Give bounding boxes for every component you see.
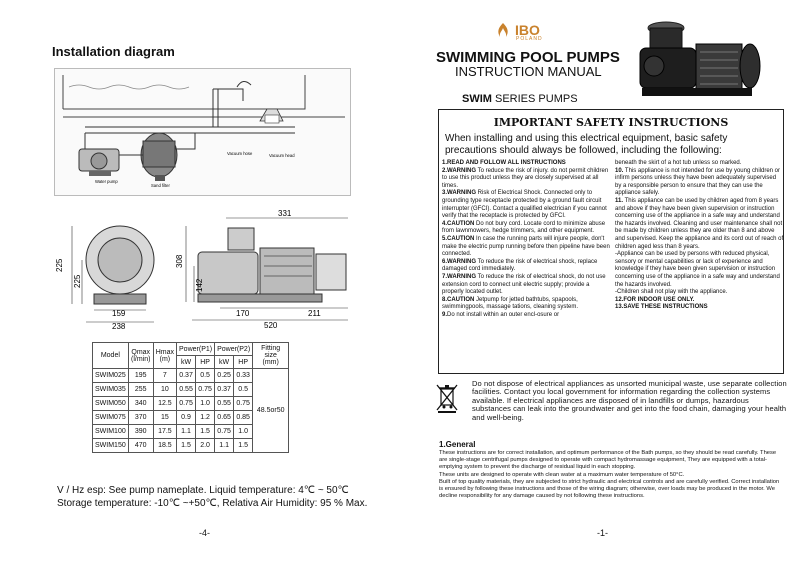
cell: 1.2 <box>196 411 215 425</box>
list-item: 8.CAUTION Jetpump for jetted bathtubs, spapools, swimmingpools, massage tations, cleaning system. <box>442 296 579 311</box>
manual-subtitle: INSTRUCTION MANUAL <box>455 64 602 79</box>
col-p1-kw: kW <box>177 356 196 369</box>
cell: SWIM075 <box>93 411 129 425</box>
cell: 0.75 <box>215 425 234 439</box>
list-item: beneath the skirt of a hot tub unless so marked. <box>615 160 742 166</box>
list-item: 11. This appliance can be used by children aged from 8 years and above if they have been given supervision or instruction concerning use of the appliance in a safe way and understand the hazards involved. Cleaning and user maintenance shall not be made by children unless they are older than 8 and above and supervised. Keep the appliance and its cord out of reach of children aged less than 8 years. <box>615 197 784 250</box>
cell: 1.5 <box>196 425 215 439</box>
label-water-pump: Water pump <box>95 179 118 184</box>
cell: 15 <box>153 411 176 425</box>
cell: 0.37 <box>215 383 234 397</box>
cell: 18.5 <box>153 439 176 453</box>
dim-308: 308 <box>175 254 184 268</box>
cell: 0.65 <box>215 411 234 425</box>
cell: 0.5 <box>196 369 215 383</box>
cell: 0.5 <box>234 383 253 397</box>
cell: 195 <box>128 369 153 383</box>
list-item: 4.CAUTION Do not bury cord. Locate cord to minimize abuse from lawnmowers, hedge trimmers, and other equipment. <box>442 220 606 235</box>
dim-211: 211 <box>308 309 321 318</box>
dim-238: 238 <box>112 322 126 330</box>
col-fitting: Fitting size (mm) <box>253 343 289 369</box>
pump-dimension-drawing <box>50 206 370 330</box>
cell: 0.55 <box>215 397 234 411</box>
cell: 0.9 <box>177 411 196 425</box>
cell: SWIM100 <box>93 425 129 439</box>
dim-142: 142 <box>195 278 204 292</box>
cell: 1.0 <box>196 397 215 411</box>
cell: 0.37 <box>177 369 196 383</box>
cell: 470 <box>128 439 153 453</box>
cell: 7 <box>153 369 176 383</box>
dim-225-front: 225 <box>73 274 82 288</box>
list-item: 13.SAVE THESE INSTRUCTIONS <box>615 304 708 311</box>
list-item: 3.WARNING Risk of Electrical Shock. Connected only to grounding type receptacle protected by a ground fault circuit interrupter (GFCI). Contact a qualified electrician if you cannot verify that the receptacle is protected by GFCI. <box>442 190 607 220</box>
dim-170: 170 <box>236 309 250 318</box>
fitting-size-value: 48.5or50 <box>253 369 289 453</box>
label-vacuum-head: Vacuum head <box>269 153 295 158</box>
cell: 0.75 <box>177 397 196 411</box>
cell: 0.75 <box>196 383 215 397</box>
col-power-p2: Power(P2) <box>215 343 253 356</box>
safety-col-right <box>615 160 784 319</box>
cell: 370 <box>128 411 153 425</box>
dim-331: 225 <box>55 258 64 272</box>
cell: SWIM035 <box>93 383 129 397</box>
cell: SWIM050 <box>93 397 129 411</box>
col-p2-kw: kW <box>215 356 234 369</box>
col-p2-hp: HP <box>234 356 253 369</box>
col-hmax: Hmax (m) <box>153 343 176 369</box>
ibo-logo <box>494 22 543 42</box>
cell: 1.1 <box>177 425 196 439</box>
col-p1-hp: HP <box>196 356 215 369</box>
page-number-left: -4- <box>199 528 210 538</box>
crossed-bin-icon <box>436 383 458 413</box>
cell: 17.5 <box>153 425 176 439</box>
col-qmax: Qmax (l/min) <box>128 343 153 369</box>
logo-subtext: POLAND <box>516 36 543 42</box>
pump-photo <box>632 14 788 106</box>
cell: 0.85 <box>234 411 253 425</box>
page-number-right: -1- <box>597 528 608 538</box>
spec-footer-line1: V / Hz esp: See pump nameplate. Liquid temperature: 4℃ ~ 50℃ <box>57 485 349 496</box>
cell: 0.75 <box>234 397 253 411</box>
cell: 0.33 <box>234 369 253 383</box>
cell: SWIM025 <box>93 369 129 383</box>
cell: 1.5 <box>234 439 253 453</box>
list-item: 9.Do not install within an outer encl-osure or <box>442 311 560 318</box>
list-item: 12.FOR INDOOR USE ONLY. <box>615 296 695 303</box>
label-vacuum-hose: Vacuum hose <box>227 151 253 156</box>
dim-225-top: 331 <box>278 209 292 218</box>
general-text <box>439 450 785 500</box>
cell: 255 <box>128 383 153 397</box>
cell: 1.1 <box>215 439 234 453</box>
cell: 1.0 <box>234 425 253 439</box>
installation-diagram <box>54 68 351 196</box>
spec-footer-line2: Storage temperature: -10℃ ~+50℃, Relativa Air Humidity: 95 % Max. <box>57 498 368 509</box>
installation-diagram-drawing <box>55 69 352 197</box>
list-item: 1.READ AND FOLLOW ALL INSTRUCTIONS <box>442 160 566 166</box>
cell: 0.25 <box>215 369 234 383</box>
list-item: 7.WARNING To reduce the risk of electrical shock, do not use extension cord to connect unit electric supply; provide a properly located outlet. <box>442 273 606 296</box>
list-item: 6.WARNING To reduce the risk of electrical shock, replace damaged cord immediately. <box>442 258 598 273</box>
safety-col-left <box>442 160 611 319</box>
cell: SWIM150 <box>93 439 129 453</box>
dim-159: 159 <box>112 309 126 318</box>
cell: 390 <box>128 425 153 439</box>
general-paragraph: These instructions are for correct installation, and optimum performance of the Bath pumps, so they should be read carefully. These are single-stage centrifugal pumps designed to operate with compact hydromassage equipment, They are equipped with a total-emptying system to prevent the discharge of residual liquid in each stopping. <box>439 450 777 471</box>
label-sand-filter: Sand filter <box>151 183 170 188</box>
list-item: 2.WARNING To reduce the risk of injury. do not permit children to use this product unless they are closely supervised at all times. <box>442 167 609 189</box>
spec-table <box>92 342 289 453</box>
ibo-flame-icon <box>494 22 512 38</box>
logo-text: IBO <box>515 22 540 38</box>
table-row <box>93 369 289 383</box>
cell: 1.5 <box>177 439 196 453</box>
list-item: 10. This appliance is not intended for use by young children or infirm persons unless they have been adequately supervised by a responsible person to ensure that they can use the appliance safely. <box>615 167 780 197</box>
list-item: -Children shall not play with the appliance. <box>615 289 728 296</box>
list-item: -Appliance can be used by persons with reduced physical, sensory or mental capabilities or lack of experience and knowledge if they have been given supervision or instruction concerning use of the appliance in a safe way and understand the hazards involved. <box>615 251 780 288</box>
cell: 340 <box>128 397 153 411</box>
manual-title: SWIMMING POOL PUMPS <box>436 49 620 66</box>
installation-heading: Installation diagram <box>52 44 175 59</box>
dim-520: 520 <box>264 321 278 330</box>
cell: 0.55 <box>177 383 196 397</box>
safety-intro: When installing and using this electrical equipment, basic safety precautions should always be followed, including the following: <box>445 133 728 156</box>
cell: 2.0 <box>196 439 215 453</box>
cell: 12.5 <box>153 397 176 411</box>
general-paragraph: Built of top quality materials, they are subjected to strict hydraulic and electrical controls and are carefully verified. Correct installation is ensured by following these instructions and those of the wiring diagram; otherwise, over loads may be produced in the motor. We decline responsibility for any damage caused by not following these instructions. <box>439 478 780 500</box>
col-power-p1: Power(P1) <box>177 343 215 356</box>
safety-heading: IMPORTANT SAFETY INSTRUCTIONS <box>493 116 729 129</box>
general-heading: 1.General <box>439 440 476 449</box>
list-item: 5.CAUTION In case the running parts will injure people, don't make the electric pump running before then pipeline have been connected. <box>442 235 610 258</box>
series-title: SWIM SERIES PUMPS <box>462 93 578 105</box>
safety-box <box>438 109 784 374</box>
col-model: Model <box>93 343 129 369</box>
general-paragraph: These units are designed to operate with clean water at a maximum water temperature of 50°C. <box>439 471 685 478</box>
disposal-notice: Do not dispose of electrical appliances as unsorted municipal waste, use separate collection facilities. Contact you local government for information regarding the collection systems available. If electrical appliances are disposed of in landfills or dumps, hazardous substances can leak into the groundwater and get into the food chain, damaging your health and well-being. <box>472 379 787 422</box>
cell: 10 <box>153 383 176 397</box>
